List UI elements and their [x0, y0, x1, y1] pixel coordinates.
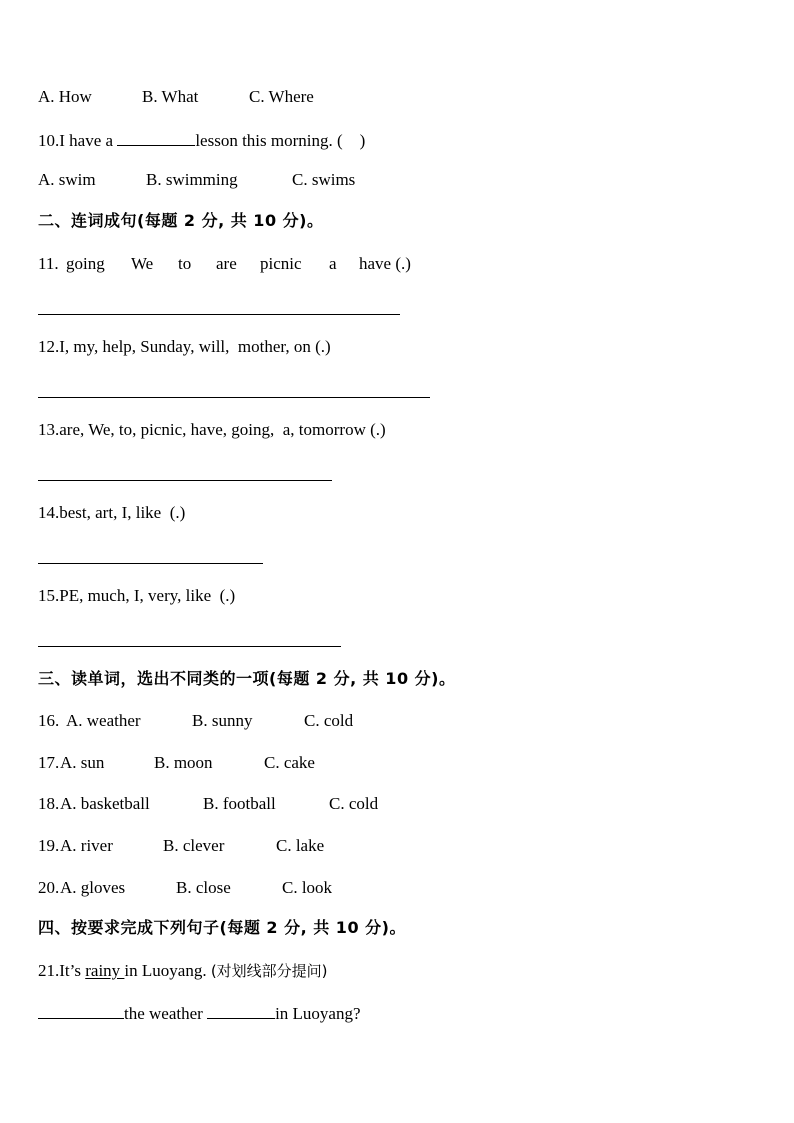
q16-number: 16.: [38, 711, 60, 730]
q11-word-1: going: [66, 254, 105, 273]
q18-question: [38, 794, 379, 814]
q11-word-6: a: [329, 254, 337, 273]
q11-word-5: picnic: [260, 254, 302, 273]
q10-text-post: lesson this morning.: [195, 131, 333, 150]
q20-number: 20.: [38, 878, 60, 897]
q14-answer-line[interactable]: [38, 563, 263, 564]
q20-option-b: B. close: [176, 878, 231, 897]
q11-word-7: have (.): [359, 254, 411, 273]
q21-text-post: in Luoyang.: [124, 961, 211, 980]
q11-word-3: to: [178, 254, 192, 273]
q21-instruction: (对划线部分提问): [210, 962, 328, 980]
q13-answer-line[interactable]: [38, 480, 332, 481]
q18-option-a: A. basketball: [60, 794, 150, 813]
q15-answer-line[interactable]: [38, 646, 341, 647]
q18-option-c: C. cold: [329, 794, 379, 813]
q9-option-a: A. How: [38, 87, 92, 106]
section2-title: 二、连词成句(每题 2 分, 共 10 分)。: [38, 211, 324, 230]
q19-option-c: C. lake: [276, 836, 325, 855]
q21-text-pre: It’s: [59, 961, 86, 980]
section4-title: 四、按要求完成下列句子(每题 2 分, 共 10 分)。: [38, 918, 406, 937]
q19-option-b: B. clever: [163, 836, 225, 855]
q17-number: 17.: [38, 753, 60, 772]
q20-option-c: C. look: [282, 878, 333, 897]
q9-options: [38, 87, 314, 107]
q21-answer-post: in Luoyang?: [275, 1004, 361, 1023]
q16-question: [38, 711, 354, 731]
q12-answer-line[interactable]: [38, 397, 430, 398]
q12-question: 12.I, my, help, Sunday, will, mother, on (.): [38, 337, 331, 356]
q19-question: [38, 836, 325, 856]
q9-option-b: B. What: [142, 87, 199, 106]
q10-option-c: C. swims: [292, 170, 356, 189]
q17-option-b: B. moon: [154, 753, 213, 772]
q20-question: [38, 878, 333, 898]
q19-number: 19.: [38, 836, 60, 855]
q13-question: 13.are, We, to, picnic, have, going, a, tomorrow (.): [38, 420, 386, 439]
q10-options: [38, 170, 356, 190]
q11-number: 11.: [38, 254, 59, 273]
q16-option-a: A. weather: [66, 711, 141, 730]
q11-word-2: We: [131, 254, 154, 273]
q14-question: 14.best, art, I, like (.): [38, 503, 186, 522]
q16-option-c: C. cold: [304, 711, 354, 730]
q18-number: 18.: [38, 794, 60, 813]
q18-option-b: B. football: [203, 794, 276, 813]
q15-question: 15.PE, much, I, very, like (.): [38, 586, 236, 605]
q21-blank-2[interactable]: [207, 1002, 275, 1019]
q21-underlined-word: rainy: [85, 961, 125, 980]
q11-word-4: are: [216, 254, 237, 273]
q10-option-a: A. swim: [38, 170, 96, 189]
q10-answer-paren[interactable]: ( ): [336, 131, 366, 150]
q21-answer: [38, 1002, 361, 1022]
q17-option-c: C. cake: [264, 753, 315, 772]
q16-option-b: B. sunny: [192, 711, 253, 730]
q11-question: [38, 254, 438, 274]
q21-question: [38, 961, 328, 981]
q17-option-a: A. sun: [60, 753, 105, 772]
q21-blank-1[interactable]: [38, 1002, 124, 1019]
q10-number: 10.: [38, 131, 60, 150]
q11-answer-line[interactable]: [38, 314, 400, 315]
section3-title: 三、读单词，选出不同类的一项(每题 2 分, 共 10 分)。: [38, 669, 456, 688]
q9-option-c: C. Where: [249, 87, 314, 106]
q21-answer-mid: the weather: [124, 1004, 208, 1023]
q19-option-a: A. river: [60, 836, 113, 855]
q17-question: [38, 753, 315, 773]
q10-text-pre: I have a: [59, 131, 118, 150]
q21-number: 21.: [38, 961, 60, 980]
q10-option-b: B. swimming: [146, 170, 238, 189]
q20-option-a: A. gloves: [60, 878, 126, 897]
q10-blank[interactable]: [117, 129, 195, 146]
q10-question: [38, 129, 365, 149]
